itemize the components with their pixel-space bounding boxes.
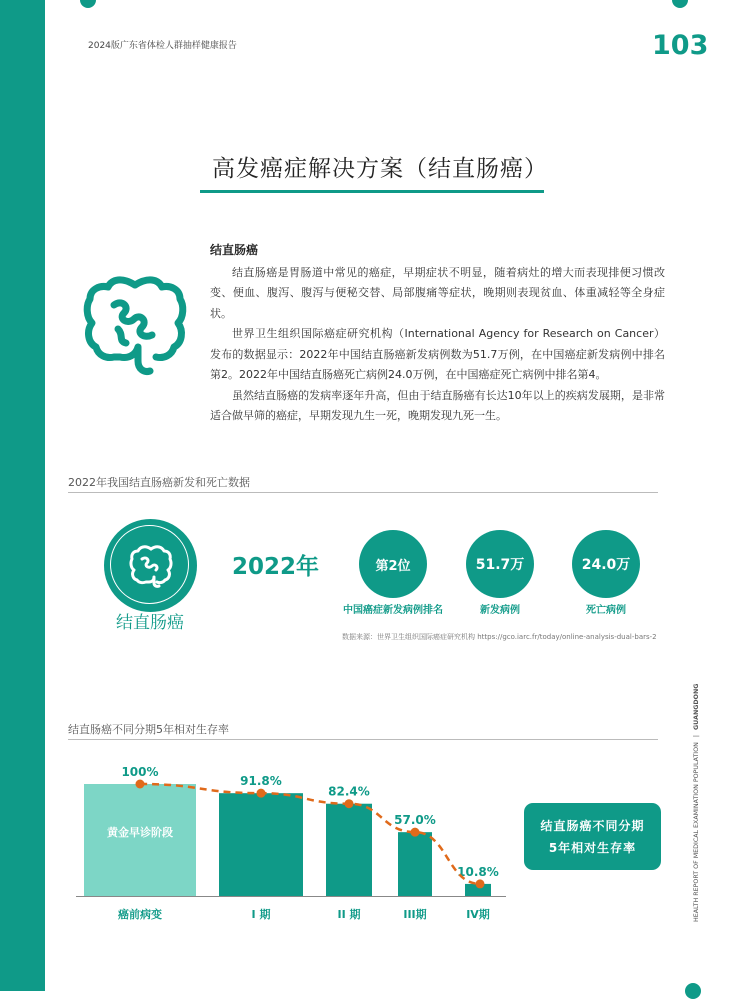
data-label: 91.8% (240, 774, 282, 789)
paragraph: 世界卫生组织国际癌症研究机构（International Agency for Research on Cancer）发布的数据显示：2022年中国结直肠癌新发病例数为51.7万例，在中国癌症新发病例中排名第2。2022年中国结直肠癌死亡病例24.0万例，在中国癌症死亡病例中排名第4。 (210, 327, 665, 381)
section-divider (68, 739, 658, 740)
paragraph: 结直肠癌是胃肠道中常见的癌症，早期症状不明显，随着病灶的增大而表现排便习惯改变、便血、腹泻、腹泻与便秘交替、局部腹痛等症状，晚期则表现贫血、体重减轻等全身症状。 (210, 265, 665, 320)
legend-line-1: 结直肠癌不同分期 (540, 819, 645, 833)
intro-text (210, 240, 665, 427)
deaths-badge: 24.0万 (572, 530, 640, 598)
top-dot-left (80, 0, 96, 8)
trend-point (411, 828, 420, 837)
category-label: II 期 (337, 908, 361, 921)
title-underline (200, 190, 544, 193)
top-dot-right (672, 0, 688, 8)
section-divider (68, 492, 658, 493)
new-cases-label: 新发病例 (480, 605, 520, 616)
side-caption-region: GUANGDONG (693, 683, 700, 731)
rank-badge: 第2位 (359, 530, 427, 598)
trend-point (257, 789, 266, 798)
data-label: 57.0% (394, 813, 436, 828)
category-label: I 期 (251, 908, 271, 921)
chart-bar (326, 804, 372, 896)
report-title: 2024版广东省体检人群抽样健康报告 (88, 41, 237, 51)
chart-bar (84, 784, 196, 896)
bar-annotation: 黄金早诊阶段 (107, 826, 173, 839)
page-number: 103 (652, 30, 709, 61)
new-cases-badge: 51.7万 (466, 530, 534, 598)
survival-chart (60, 750, 520, 930)
chart-bar (398, 832, 432, 896)
colon-icon (127, 541, 175, 589)
category-label: IV期 (466, 908, 490, 921)
stats-year: 2022年 (232, 554, 320, 580)
data-source: 数据来源：世界卫生组织国际癌症研究机构 https://gco.iarc.fr/today/online-analysis-dual-bars-2 (342, 633, 657, 641)
cancer-name-label: 结直肠癌 (116, 613, 184, 633)
side-caption: HEALTH REPORT OF MEDICAL EXAMINATION POPULATION | GUANGDONG (693, 683, 700, 922)
side-caption-text: HEALTH REPORT OF MEDICAL EXAMINATION POPULATION (693, 742, 700, 922)
bottom-dot (685, 983, 701, 999)
colon-badge (104, 519, 197, 612)
category-label: 癌前病变 (118, 908, 162, 921)
page-title: 高发癌症解决方案（结直肠癌） (212, 156, 548, 182)
trend-point (476, 879, 485, 888)
chart-bar (219, 793, 303, 896)
legend-line-2: 5年相对生存率 (548, 841, 637, 855)
stats-section-title: 2022年我国结直肠癌新发和死亡数据 (68, 476, 250, 489)
data-label: 10.8% (457, 864, 499, 879)
data-label: 82.4% (328, 784, 370, 799)
section-heading: 结直肠癌 (210, 243, 259, 257)
data-label: 100% (121, 765, 159, 779)
trend-point (136, 780, 145, 789)
category-label: III期 (403, 908, 427, 921)
chart-legend-box (524, 803, 661, 870)
survival-section-title: 结直肠癌不同分期5年相对生存率 (68, 723, 229, 736)
trend-point (345, 799, 354, 808)
left-accent-bar (0, 0, 45, 991)
rank-label: 中国癌症新发病例排名 (343, 605, 443, 616)
deaths-label: 死亡病例 (586, 605, 626, 616)
paragraph: 虽然结直肠癌的发病率逐年升高，但由于结直肠癌有长达10年以上的疾病发展期，是非常适合做早筛的癌症，早期发现九生一死，晚期发现九死一生。 (210, 388, 665, 422)
intestine-icon (78, 265, 192, 381)
